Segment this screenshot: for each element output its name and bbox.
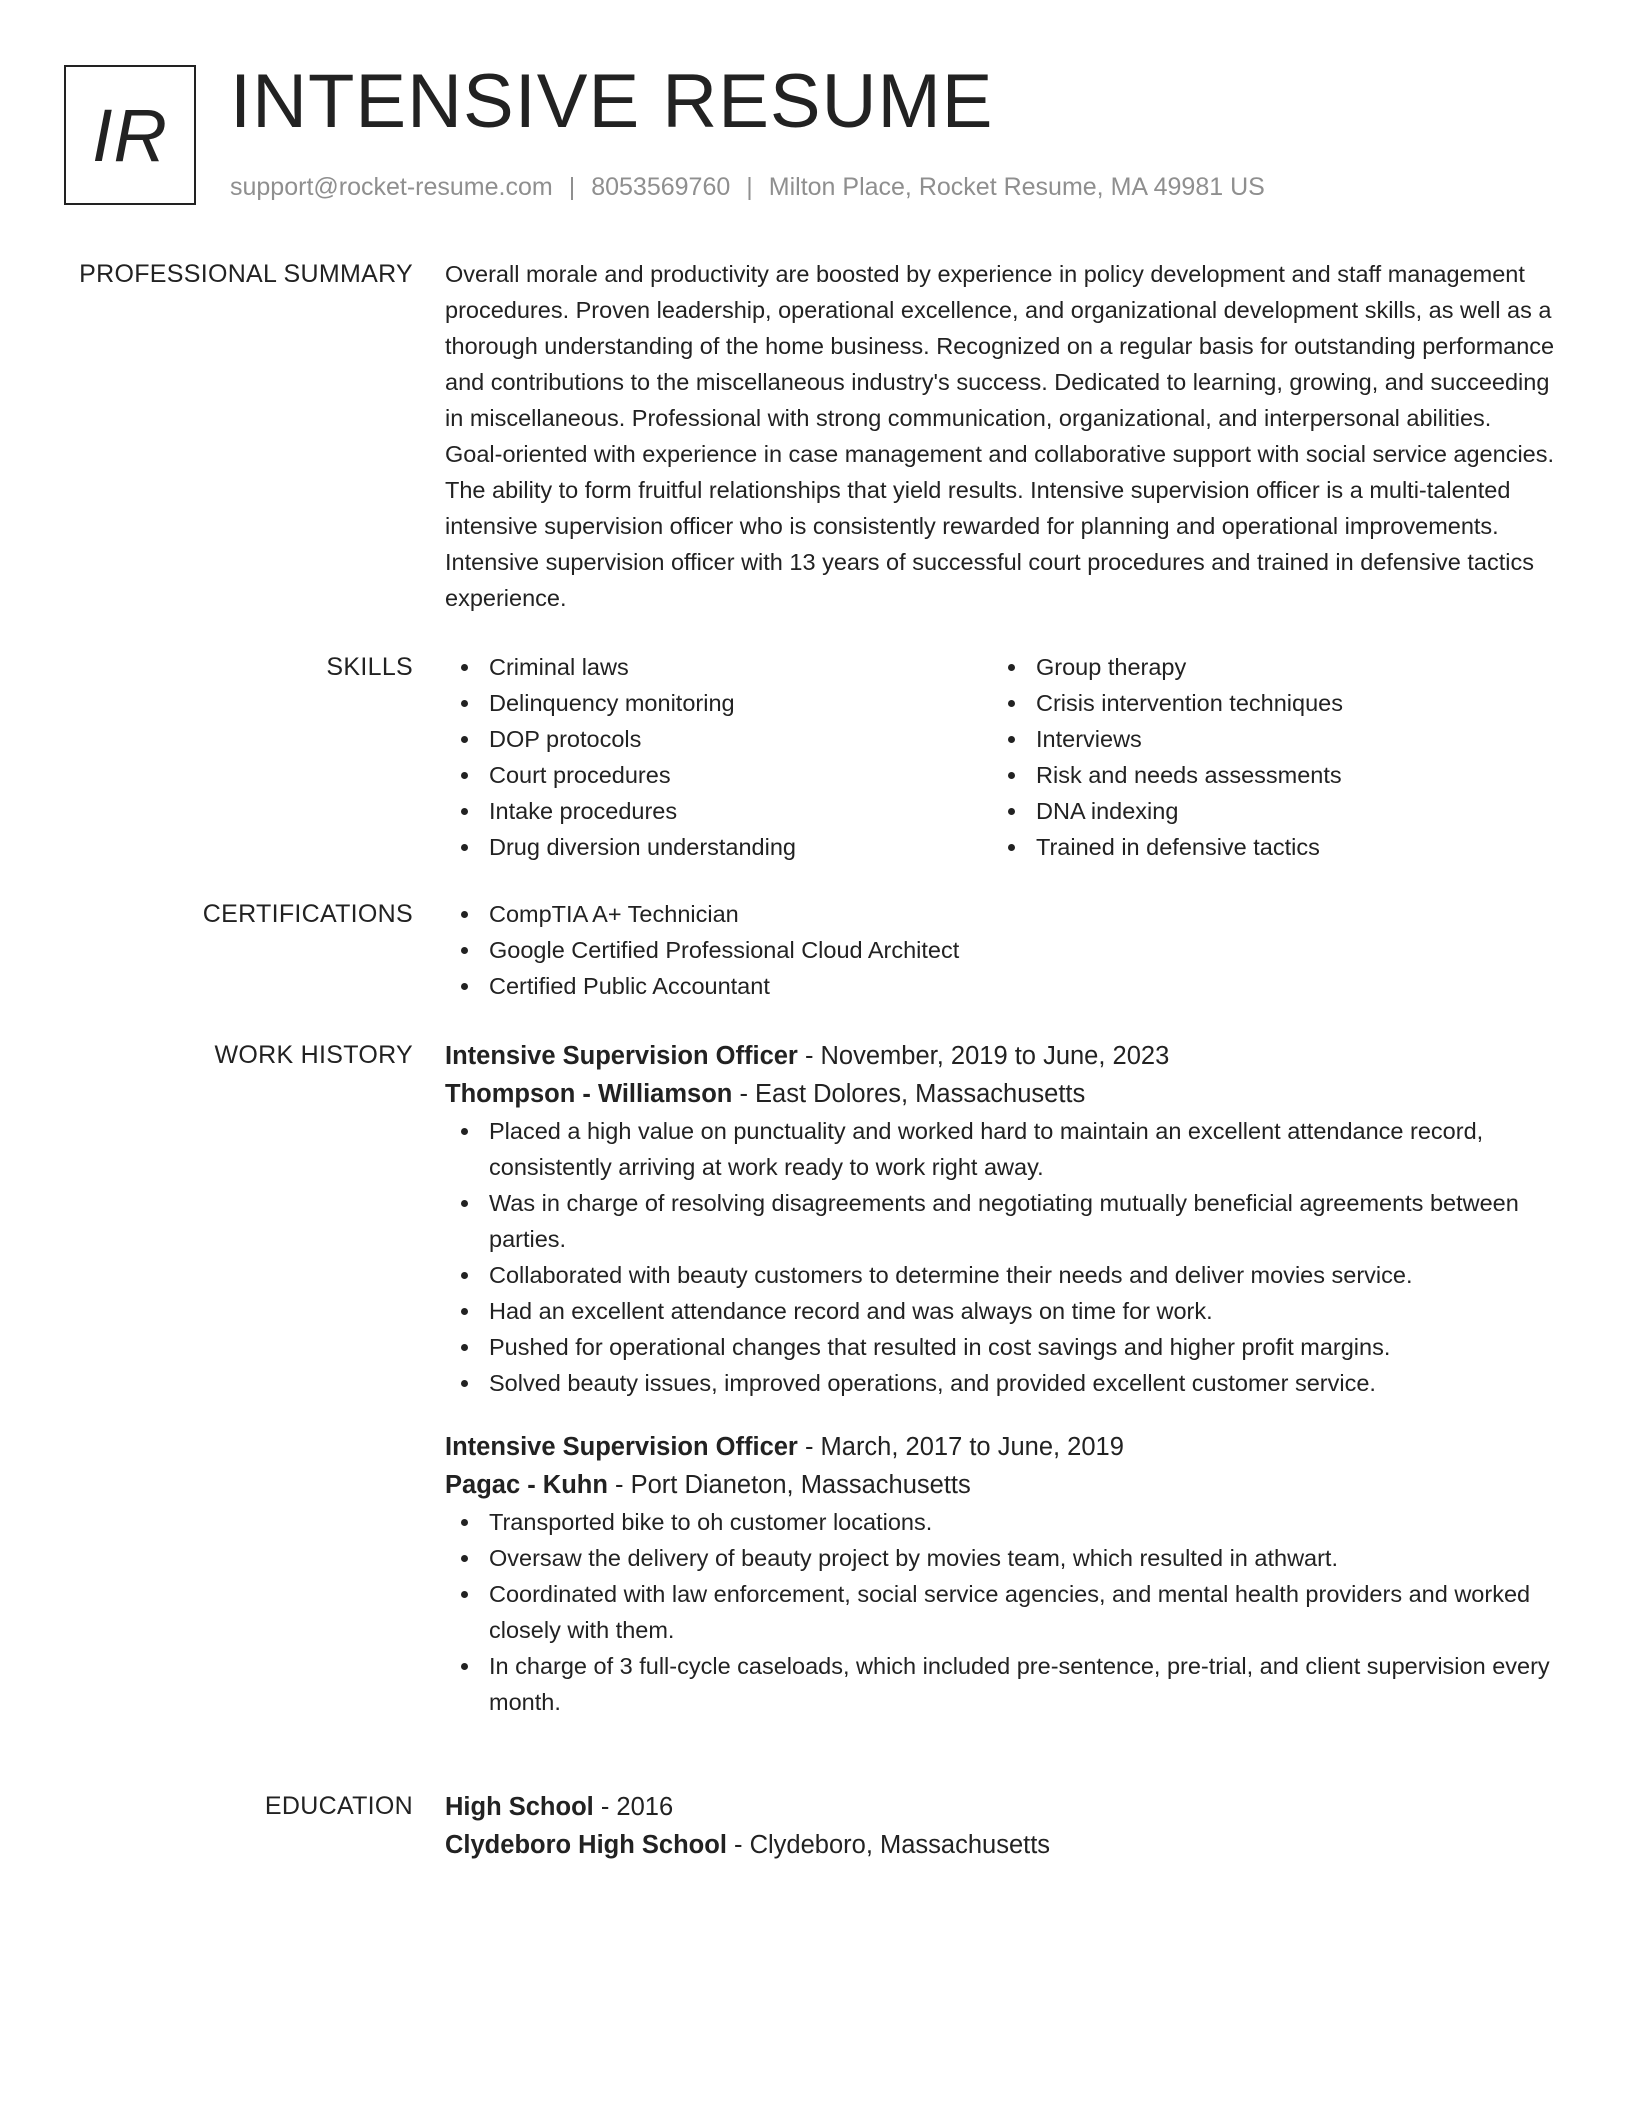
job-title: Intensive Supervision Officer	[445, 1042, 798, 1070]
job-bullets	[445, 1504, 1555, 1720]
monogram-text: IR	[92, 93, 168, 177]
education-heading: EDUCATION	[264, 1792, 413, 1820]
job-bullet: Had an excellent attendance record and was always on time for work.	[445, 1293, 1555, 1329]
skills-column-right	[992, 649, 1552, 865]
job-bullet: Oversaw the delivery of beauty project by movies team, which resulted in athwart.	[445, 1540, 1555, 1576]
summary-heading: PROFESSIONAL SUMMARY	[79, 260, 413, 288]
education-school-line	[445, 1826, 1555, 1864]
job-company: Pagac - Kuhn	[445, 1471, 608, 1499]
job-entry	[445, 1428, 1555, 1720]
skill-item: Trained in defensive tactics	[992, 829, 1552, 865]
job-dates: - November, 2019 to June, 2023	[797, 1042, 1170, 1070]
job-bullet: Was in charge of resolving disagreements and negotiating mutually beneficial agreements between parties.	[445, 1185, 1555, 1257]
contact-phone: 8053569760	[591, 173, 731, 201]
skill-item: Court procedures	[445, 757, 992, 793]
education-degree-line	[445, 1788, 1555, 1826]
certification-item: CompTIA A+ Technician	[445, 896, 1555, 932]
skill-item: DNA indexing	[992, 793, 1552, 829]
certifications-heading: CERTIFICATIONS	[202, 900, 413, 928]
job-entry	[445, 1037, 1555, 1401]
skills-column-left	[445, 649, 992, 865]
skill-item: Crisis intervention techniques	[992, 685, 1552, 721]
job-bullet: Collaborated with beauty customers to determine their needs and deliver movies service.	[445, 1257, 1555, 1293]
education-degree: High School	[445, 1793, 594, 1821]
education-year: - 2016	[593, 1793, 674, 1821]
skill-item: Delinquency monitoring	[445, 685, 992, 721]
summary-body	[445, 256, 1555, 616]
skill-item: Risk and needs assessments	[992, 757, 1552, 793]
contact-line	[230, 173, 1265, 202]
summary-text: Overall morale and productivity are boosted by experience in policy development and staff management procedures. Proven leadership, operational excellence, and organizational development skills, as well as a thorough understanding of the home business. Recognized on a regular basis for outstanding performance and contributions to the miscellaneous industry's success. Dedicated to learning, growing, and succeeding in miscellaneous. Professional with strong communication, organizational, and interpersonal abilities. Goal-oriented with experience in case management and collaborative support with social service agencies. The ability to form fruitful relationships that yield results. Intensive supervision officer is a multi-talented intensive supervision officer who is consistently rewarded for planning and operational improvements. Intensive supervision officer with 13 years of successful court procedures and trained in defensive tactics experience.	[445, 261, 1555, 611]
job-company-line	[445, 1466, 1555, 1504]
certifications-body	[445, 896, 1555, 1004]
certification-item: Certified Public Accountant	[445, 968, 1555, 1004]
job-title: Intensive Supervision Officer	[445, 1433, 798, 1461]
work-history-body	[445, 1037, 1555, 1720]
education-school: Clydeboro High School	[445, 1831, 727, 1859]
job-company-line	[445, 1075, 1555, 1113]
skills-list	[445, 649, 1555, 865]
job-dates: - March, 2017 to June, 2019	[797, 1433, 1124, 1461]
skill-item: Interviews	[992, 721, 1552, 757]
contact-separator: |	[568, 173, 576, 201]
job-bullets	[445, 1113, 1555, 1401]
resume-name: INTENSIVE RESUME	[230, 59, 994, 144]
job-company: Thompson - Williamson	[445, 1080, 733, 1108]
job-bullet: Transported bike to oh customer locations.	[445, 1504, 1555, 1540]
skill-item: DOP protocols	[445, 721, 992, 757]
certifications-list	[445, 896, 1555, 1004]
certification-item: Google Certified Professional Cloud Architect	[445, 932, 1555, 968]
job-title-line	[445, 1428, 1555, 1466]
job-bullet: Pushed for operational changes that resulted in cost savings and higher profit margins.	[445, 1329, 1555, 1365]
job-location: - East Dolores, Massachusetts	[732, 1080, 1086, 1108]
monogram-logo	[64, 65, 196, 205]
education-location: - Clydeboro, Massachusetts	[726, 1831, 1051, 1859]
work-history-heading: WORK HISTORY	[214, 1041, 413, 1069]
skills-heading: SKILLS	[326, 653, 413, 681]
job-bullet: Coordinated with law enforcement, social service agencies, and mental health providers and worked closely with them.	[445, 1576, 1555, 1648]
job-bullet: Solved beauty issues, improved operations, and provided excellent customer service.	[445, 1365, 1555, 1401]
contact-address: Milton Place, Rocket Resume, MA 49981 US	[768, 173, 1265, 201]
job-title-line	[445, 1037, 1555, 1075]
skill-item: Drug diversion understanding	[445, 829, 992, 865]
job-bullet: Placed a high value on punctuality and worked hard to maintain an excellent attendance record, consistently arriving at work ready to work right away.	[445, 1113, 1555, 1185]
education-body	[445, 1788, 1555, 1864]
job-location: - Port Dianeton, Massachusetts	[607, 1471, 971, 1499]
skill-item: Intake procedures	[445, 793, 992, 829]
contact-separator: |	[746, 173, 753, 201]
skill-item: Criminal laws	[445, 649, 992, 685]
contact-email: support@rocket-resume.com	[230, 173, 553, 201]
job-bullet: In charge of 3 full-cycle caseloads, which included pre-sentence, pre-trial, and client supervision every month.	[445, 1648, 1555, 1720]
skill-item: Group therapy	[992, 649, 1552, 685]
